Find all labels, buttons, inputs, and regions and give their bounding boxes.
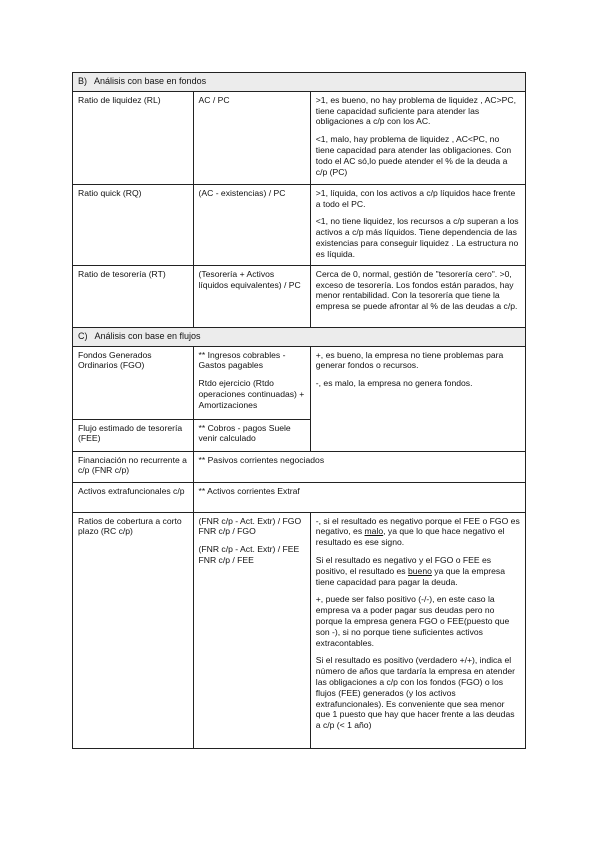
- formula-line: (Tesorería + Activos líquidos equivalentes) / PC: [198, 268, 301, 290]
- underlined-word: malo: [364, 526, 384, 537]
- text-span: ya que la empresa tiene capacidad para pagar la deuda.: [315, 565, 505, 587]
- ratio-description: [310, 346, 525, 451]
- ratio-formula: [193, 265, 310, 327]
- ratio-name: Flujo estimado de tesorería (FEE): [73, 419, 194, 451]
- table-row: [73, 184, 526, 265]
- table-row: [73, 512, 526, 748]
- formula-line: (FNR c/p - Act. Extr) / FGO FNR c/p / FGO: [198, 515, 302, 537]
- table-row: [73, 346, 526, 419]
- section-b-title: Análisis con base en fondos: [94, 76, 207, 86]
- description-paragraph: [316, 516, 520, 548]
- description-paragraph: <1, no tiene liquidez, los recursos a c/p superan a los activos a c/p más líquidos. Tiene dependencia de las existencias para conseguir liquidez . La estructura no es líquida.: [315, 216, 519, 259]
- formula-line: Rtdo ejercicio (Rtdo operaciones continuadas) + Amortizaciones: [198, 378, 305, 410]
- description-paragraph: <1, malo, hay problema de liquidez , AC<PC, no tiene capacidad para atender las obligaciones. Con todo el AC só,lo puede atender el % de la deuda a c/p (PC): [315, 134, 512, 177]
- ratio-name: Activos extrafuncionales c/p: [73, 482, 194, 512]
- description-paragraph: [316, 555, 520, 587]
- formula-line: (FNR c/p - Act. Extr) / FEE FNR c/p / FEE: [198, 544, 300, 565]
- ratio-formula: [193, 512, 310, 748]
- description-paragraph: >1, es bueno, no hay problema de liquidez , AC>PC, tiene capacidad suficiente para atender las obligaciones a c/p con los AC.: [315, 94, 516, 127]
- description-paragraph: +, es bueno, la empresa no tiene problemas para generar fondos o recursos.: [315, 349, 504, 371]
- section-c-title: Análisis con base en flujos: [94, 330, 201, 341]
- ratio-description: [310, 512, 525, 748]
- description-paragraph: Cerca de 0, normal, gestión de "tesorería cero". >0, exceso de tesorería. Los fondos están parados, hay menor rentabilidad. Con la tesorería que tiene la empresa se puede afrontar al % de las deudas a c/p.: [315, 268, 518, 312]
- section-c-header: [73, 327, 526, 346]
- underlined-word: bueno: [407, 565, 432, 576]
- ratio-formula: ** Activos corrientes Extraf: [193, 482, 526, 512]
- ratio-formula: [193, 419, 310, 451]
- formula-line: AC / PC: [198, 94, 230, 105]
- ratio-description: [310, 265, 525, 327]
- ratio-formula: [193, 346, 310, 419]
- ratio-name: Ratio de tesorería (RT): [73, 265, 194, 327]
- section-c-header-row: [73, 327, 526, 346]
- table-row: [73, 482, 526, 512]
- ratio-name: Ratio quick (RQ): [73, 184, 194, 265]
- text-span: -, si el resultado es negativo porque el FEE o FGO es negativo, es: [315, 515, 520, 537]
- description-paragraph: Si el resultado es positivo (verdadero +/+), indica el número de años que tardaría la empresa en atender las obligaciones a c/p con los fondos (FGO) o los flujos (FEE) generados (y los activos extrafuncionales). Es conveniente que sea menor que 1 puesto que hay que hacer frente a las deudas a c/p (< 1 año): [315, 655, 515, 731]
- section-b-letter: B): [78, 76, 87, 86]
- ratio-name: Fondos Generados Ordinarios (FGO): [73, 346, 194, 419]
- ratios-table: [72, 72, 526, 749]
- formula-line: ** Ingresos cobrables - Gastos pagables: [198, 349, 286, 371]
- section-b-header: [73, 73, 526, 92]
- description-paragraph: -, es malo, la empresa no genera fondos.: [315, 378, 473, 389]
- ratio-description: [310, 91, 525, 184]
- ratio-name: Financiación no recurrente a c/p (FNR c/p): [73, 451, 194, 482]
- ratio-formula: [193, 91, 310, 184]
- text-span: Si el resultado es negativo y el FGO o FEE es positivo, el resultado es: [315, 554, 492, 576]
- ratio-name: Ratio de liquidez (RL): [73, 91, 194, 184]
- ratio-formula: [193, 184, 310, 265]
- table-row: [73, 265, 526, 327]
- description-paragraph: >1, líquida, con los activos a c/p líquidos hace frente a todo el PC.: [315, 187, 516, 209]
- table-row: [73, 451, 526, 482]
- table-row: [73, 91, 526, 184]
- description-paragraph: +, puede ser falso positivo (-/-), en este caso la empresa va a poder pagar sus deudas pero no porque la empresa genera FGO o FEE(puesto que son -), si no porque tiene suficientes activos extracontables.: [315, 594, 510, 648]
- formula-line: (AC - existencias) / PC: [198, 187, 286, 198]
- ratio-formula: ** Pasivos corrientes negociados: [193, 451, 526, 482]
- text-span: , ya que lo que hace negativo el resultado es ese signo.: [315, 526, 505, 548]
- formula-line: ** Cobros - pagos Suele venir calculado: [198, 422, 291, 444]
- section-c-letter: C): [78, 330, 88, 341]
- ratio-description: [310, 184, 525, 265]
- section-b-header-row: [73, 73, 526, 92]
- ratio-name: Ratios de cobertura a corto plazo (RC c/p): [73, 512, 194, 748]
